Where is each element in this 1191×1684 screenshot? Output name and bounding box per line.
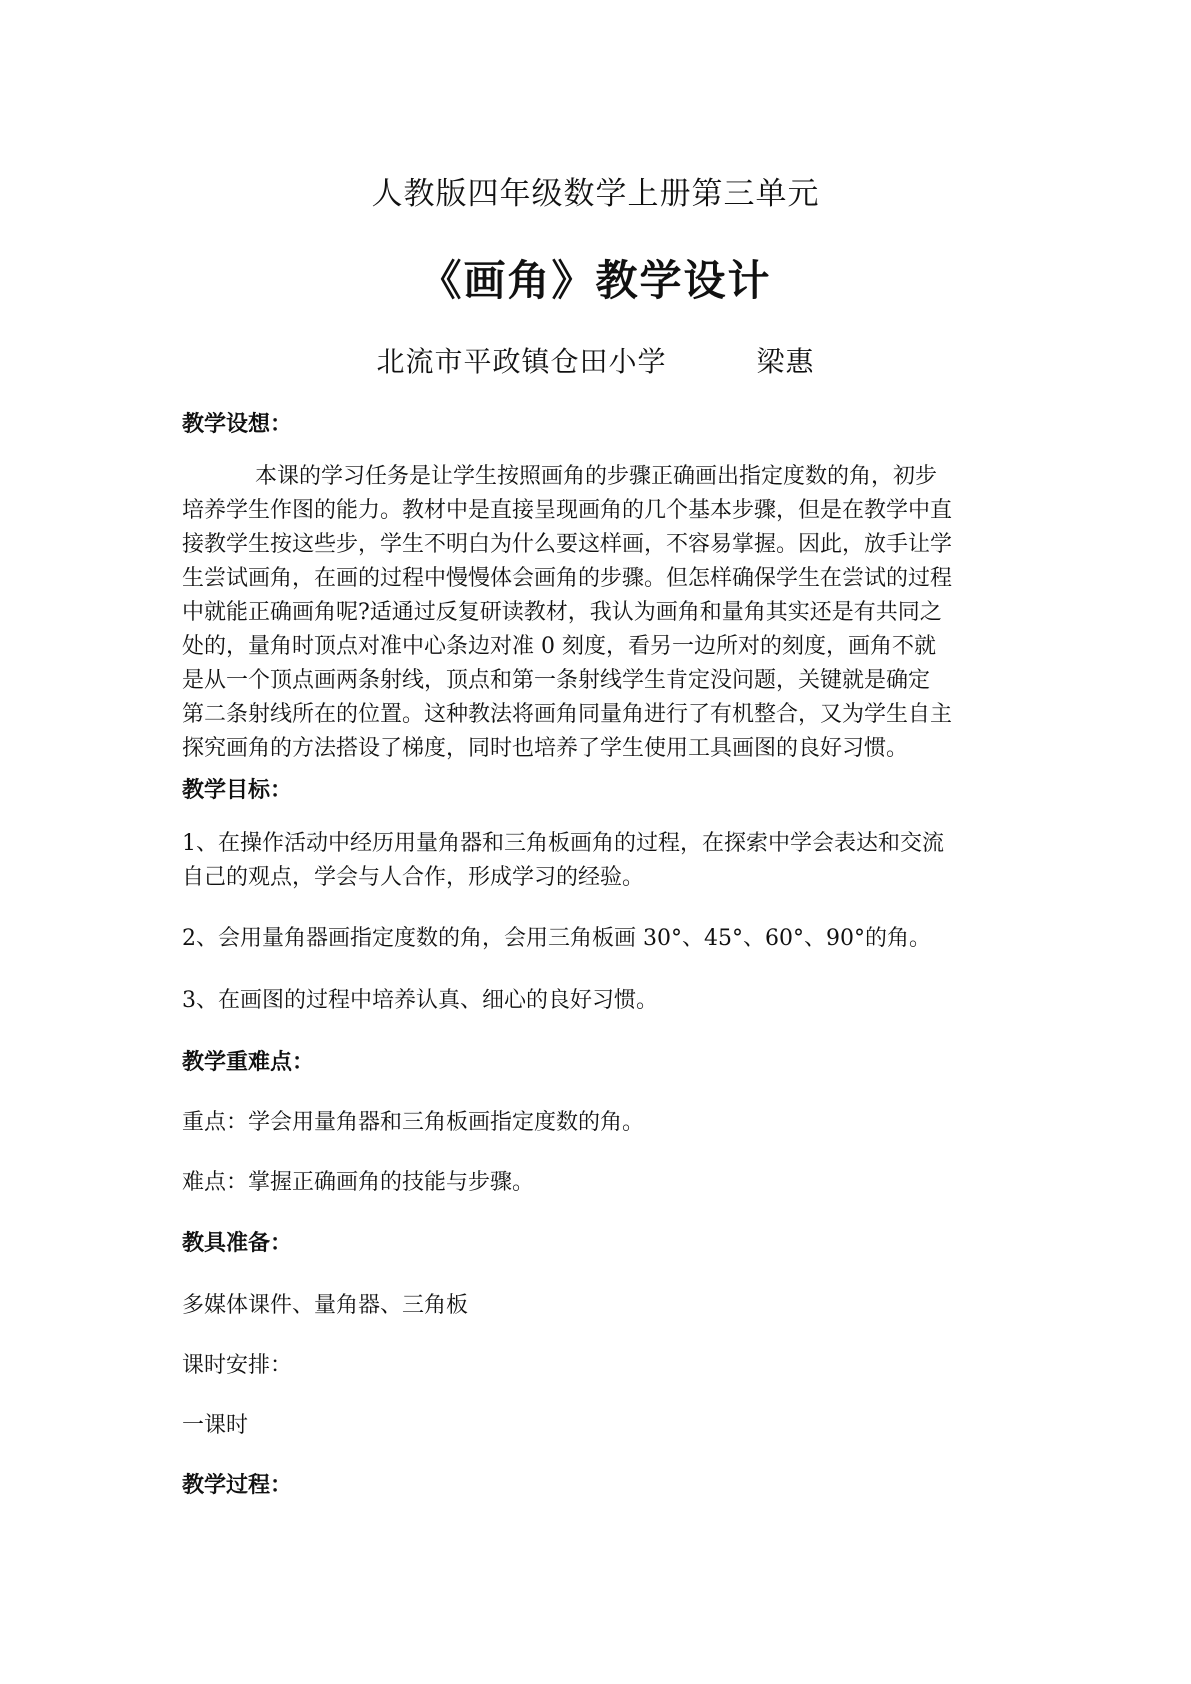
schedule-heading: 课时安排： (182, 1353, 293, 1378)
paragraph-line: 本课的学习任务是让学生按照画角的步骤正确画出指定度数的角，初步 (255, 464, 938, 489)
objectives-heading: 教学目标： (182, 778, 293, 803)
paragraph-line: 培养学生作图的能力。教材中是直接呈现画角的几个基本步骤，但是在教学中直 (182, 498, 953, 523)
author-school: 北流市平政镇仓田小学 (376, 345, 667, 378)
objective-item-2: 2、会用量角器画指定度数的角，会用三角板画 30°、45°、60°、90°的角。 (182, 926, 931, 951)
author-line (0, 340, 1191, 380)
materials-text: 多媒体课件、量角器、三角板 (182, 1293, 469, 1318)
paragraph-line: 第二条射线所在的位置。这种教法将画角同量角进行了有机整合，又为学生自主 (182, 702, 953, 727)
objective-item-3: 3、在画图的过程中培养认真、细心的良好习惯。 (182, 988, 658, 1013)
paragraph-line: 生尝试画角，在画的过程中慢慢体会画角的步骤。但怎样确保学生在尝试的过程 (182, 566, 953, 591)
document-subtitle: 人教版四年级数学上册第三单元 (371, 176, 820, 212)
process-heading: 教学过程： (182, 1473, 293, 1498)
author-name: 梁惠 (756, 345, 815, 378)
paragraph-line: 自己的观点，学会与人合作，形成学习的经验。 (182, 865, 645, 890)
paragraph-line: 接教学生按这些步，学生不明白为什么要这样画，不容易掌握。因此，放手让学 (182, 532, 953, 557)
paragraph-line: 处的，量角时顶点对准中心条边对准 0 刻度，看另一边所对的刻度，画角不就 (182, 634, 936, 659)
design-idea-paragraph (182, 460, 1017, 766)
document-title: 《画角》教学设计 (419, 256, 772, 305)
objective-item-1 (182, 827, 1017, 895)
paragraph-line: 是从一个顶点画两条射线，顶点和第一条射线学生肯定没问题，关键就是确定 (182, 668, 931, 693)
difficult-point-text: 难点：掌握正确画角的技能与步骤。 (182, 1170, 535, 1195)
key-points-heading: 教学重难点： (182, 1050, 315, 1075)
materials-heading: 教具准备： (182, 1231, 293, 1256)
paragraph-line: 1、在操作活动中经历用量角器和三角板画角的过程，在探索中学会表达和交流 (182, 831, 944, 856)
key-point-text: 重点：学会用量角器和三角板画指定度数的角。 (182, 1110, 645, 1135)
schedule-text: 一课时 (182, 1413, 249, 1438)
paragraph-line: 探究画角的方法搭设了梯度，同时也培养了学生使用工具画图的良好习惯。 (182, 736, 909, 761)
design-idea-heading: 教学设想： (182, 412, 293, 437)
paragraph-line: 中就能正确画角呢?适通过反复研读教材，我认为画角和量角其实还是有共同之 (182, 600, 942, 625)
